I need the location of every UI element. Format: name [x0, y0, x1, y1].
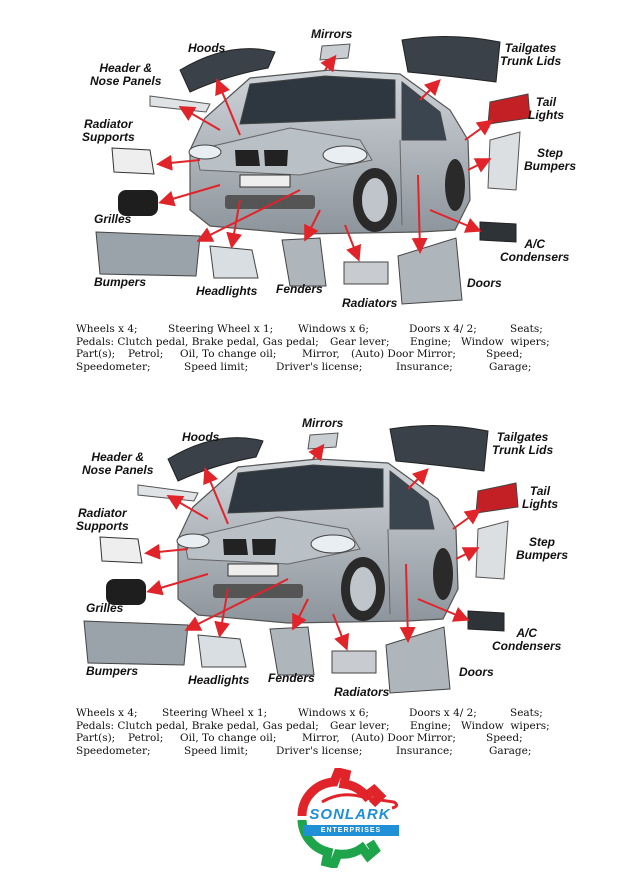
- label-radiators: Radiators: [342, 296, 398, 310]
- note-item: Speed;: [486, 732, 523, 744]
- note-item: Oil, To change oil;: [180, 348, 277, 360]
- note-item: Mirror,: [302, 732, 340, 744]
- notes-line: [76, 323, 556, 336]
- label-radiator-supports: Radiator Supports: [82, 117, 135, 144]
- note-item: Windows x 6;: [298, 707, 369, 719]
- tail-light-part: [488, 94, 530, 124]
- note-item: Petrol;: [128, 732, 164, 744]
- label-radiators: Radiators: [334, 685, 390, 699]
- note-item: Gear lever;: [330, 335, 390, 348]
- note-item: Mirror,: [302, 348, 340, 360]
- label-step-bumpers: Step Bumpers: [524, 146, 577, 173]
- label-hoods: Hoods: [188, 41, 226, 55]
- step-bumper-part: [488, 132, 520, 190]
- vocabulary-notes: [76, 707, 556, 757]
- label-fenders: Fenders: [268, 671, 315, 685]
- note-item: Window wipers;: [461, 335, 550, 348]
- label-mirrors: Mirrors: [311, 27, 353, 41]
- notes-line: [76, 745, 556, 758]
- door-part: [398, 238, 462, 304]
- note-item: Driver's license;: [276, 744, 363, 757]
- radiator-support-part: [112, 148, 154, 174]
- label-header-nose: Header & Nose Panels: [82, 450, 154, 477]
- label-bumpers: Bumpers: [86, 664, 139, 678]
- radiator-support-part: [100, 537, 142, 563]
- radiator-part: [332, 651, 376, 673]
- notes-line: [76, 336, 556, 349]
- note-item: Wheels x 4;: [76, 323, 138, 335]
- note-item: Engine;: [410, 719, 452, 732]
- header-panel-part: [138, 485, 198, 501]
- note-item: (Auto) Door Mirror;: [351, 348, 456, 360]
- notes-line: [76, 348, 556, 361]
- note-item: Doors x 4/ 2;: [409, 707, 477, 719]
- label-header-nose: Header & Nose Panels: [90, 61, 162, 88]
- label-hoods: Hoods: [182, 430, 220, 444]
- note-item: Steering Wheel x 1;: [162, 707, 268, 719]
- bumper-part: [84, 621, 188, 665]
- note-item: Engine;: [410, 335, 452, 348]
- label-headlights: Headlights: [196, 284, 258, 298]
- note-item: (Auto) Door Mirror;: [351, 732, 456, 744]
- label-grilles: Grilles: [94, 212, 132, 226]
- parts-diagram-top: [0, 0, 640, 385]
- logo-brand-text: SONLARK: [309, 806, 391, 823]
- note-item: Gear lever;: [330, 719, 390, 732]
- label-grilles: Grilles: [86, 601, 124, 615]
- mirror-part: [320, 44, 350, 60]
- note-item: Window wipers;: [461, 719, 550, 732]
- label-tail-lights: Tail Lights: [528, 95, 564, 122]
- header-panel-part: [150, 96, 210, 112]
- label-tailgates: Tailgates Trunk Lids: [500, 41, 562, 68]
- note-item: Petrol;: [128, 348, 164, 360]
- note-item: Speedometer;: [76, 744, 151, 757]
- note-item: Garage;: [489, 744, 532, 757]
- headlight-part: [198, 635, 246, 667]
- note-item: Speed;: [486, 348, 523, 360]
- mirror-part: [308, 433, 338, 449]
- note-item: Insurance;: [396, 744, 453, 757]
- notes-line: [76, 732, 556, 745]
- logo-subtitle: ENTERPRISES: [303, 825, 399, 836]
- tailgate-part: [402, 36, 500, 82]
- note-item: Doors x 4/ 2;: [409, 323, 477, 335]
- note-item: Garage;: [489, 360, 532, 373]
- notes-line: [76, 361, 556, 374]
- parts-diagram-bottom: [0, 389, 640, 774]
- vocabulary-notes: [76, 323, 556, 373]
- car-body: [189, 70, 470, 234]
- fender-part: [282, 238, 326, 286]
- step-bumper-part: [476, 521, 508, 579]
- note-item: Windows x 6;: [298, 323, 369, 335]
- note-item: Speedometer;: [76, 360, 151, 373]
- label-doors: Doors: [467, 276, 502, 290]
- tail-light-part: [476, 483, 518, 513]
- label-tail-lights: Tail Lights: [522, 484, 558, 511]
- label-ac-condensers: A/C Condensers: [492, 626, 562, 653]
- fender-part: [270, 627, 314, 675]
- label-tailgates: Tailgates Trunk Lids: [492, 430, 554, 457]
- car-body: [177, 459, 458, 623]
- label-headlights: Headlights: [188, 673, 250, 687]
- headlight-part: [210, 246, 258, 278]
- bumper-part: [96, 232, 200, 276]
- note-item: Seats;: [510, 323, 543, 335]
- tailgate-part: [390, 425, 488, 471]
- label-ac-condensers: A/C Condensers: [500, 237, 570, 264]
- label-fenders: Fenders: [276, 282, 323, 296]
- note-item: Speed limit;: [184, 360, 249, 373]
- note-item: Wheels x 4;: [76, 707, 138, 719]
- note-item: Speed limit;: [184, 744, 249, 757]
- note-item: Driver's license;: [276, 360, 363, 373]
- note-item: Pedals: Clutch pedal, Brake pedal, Gas pedal;: [76, 335, 319, 348]
- radiator-part: [344, 262, 388, 284]
- note-item: Seats;: [510, 707, 543, 719]
- label-bumpers: Bumpers: [94, 275, 147, 289]
- note-item: Oil, To change oil;: [180, 732, 277, 744]
- note-item: Part(s);: [76, 348, 116, 360]
- note-item: Pedals: Clutch pedal, Brake pedal, Gas pedal;: [76, 719, 319, 732]
- note-item: Insurance;: [396, 360, 453, 373]
- label-mirrors: Mirrors: [302, 416, 344, 430]
- label-doors: Doors: [459, 665, 494, 679]
- door-part: [386, 627, 450, 693]
- label-step-bumpers: Step Bumpers: [516, 535, 569, 562]
- label-radiator-supports: Radiator Supports: [76, 506, 129, 533]
- note-item: Steering Wheel x 1;: [168, 323, 274, 335]
- note-item: Part(s);: [76, 732, 116, 744]
- notes-line: [76, 707, 556, 720]
- notes-line: [76, 720, 556, 733]
